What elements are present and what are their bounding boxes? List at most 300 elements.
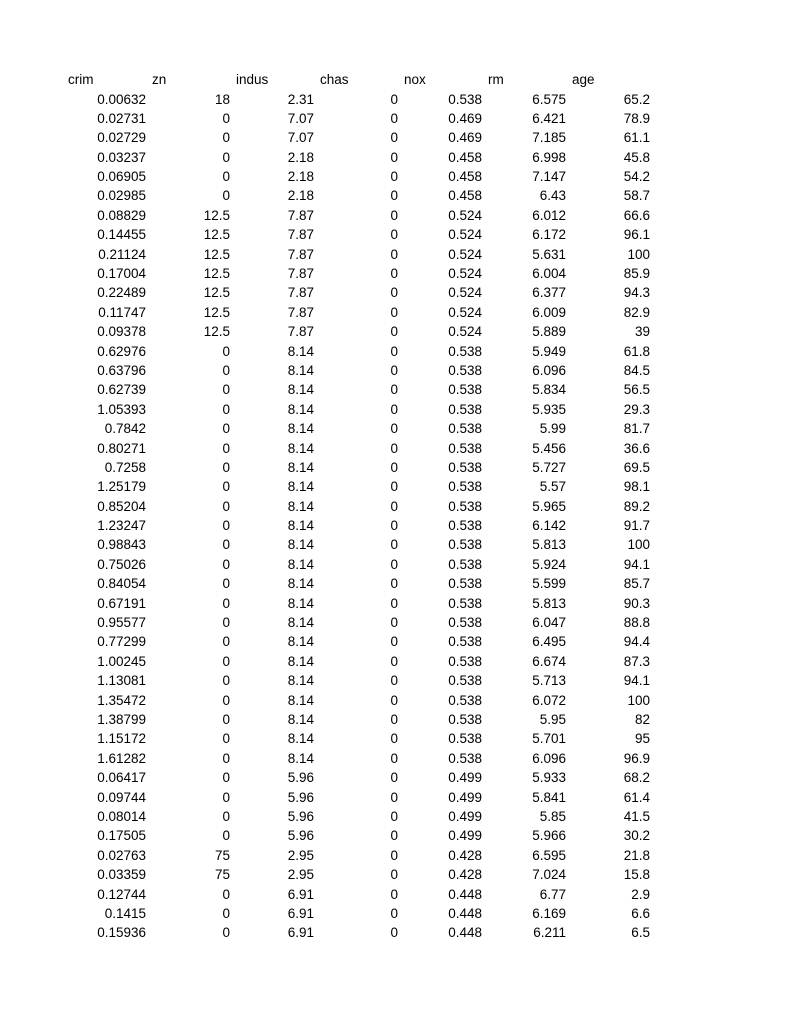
table-cell-nox: 0.524 — [448, 207, 482, 223]
table-cell-indus: 2.31 — [287, 91, 314, 107]
table-cell-rm: 5.99 — [539, 421, 566, 437]
table-cell-age: 6.5 — [631, 925, 650, 941]
table-cell-crim: 0.06417 — [97, 770, 146, 786]
table-cell-rm: 5.85 — [539, 808, 566, 824]
table-cell-indus: 8.14 — [287, 692, 314, 708]
table-cell-chas: 0 — [390, 227, 398, 243]
table-cell-zn: 0 — [222, 362, 230, 378]
table-cell-zn: 0 — [222, 653, 230, 669]
table-cell-indus: 5.96 — [287, 808, 314, 824]
table-row — [68, 439, 728, 458]
table-cell-rm: 5.933 — [532, 770, 566, 786]
table-row — [68, 419, 728, 438]
table-cell-age: 100 — [627, 246, 650, 262]
table-cell-zn: 0 — [222, 712, 230, 727]
table-cell-indus: 8.14 — [287, 479, 314, 495]
table-cell-chas: 0 — [390, 518, 398, 534]
table-cell-rm: 5.456 — [532, 440, 566, 456]
table-cell-age: 61.1 — [623, 130, 650, 146]
table-cell-nox: 0.538 — [448, 673, 482, 689]
table-cell-zn: 0 — [222, 808, 230, 824]
table-cell-indus: 8.14 — [287, 634, 314, 650]
table-cell-nox: 0.538 — [448, 498, 482, 514]
table-cell-crim: 0.17004 — [97, 266, 146, 282]
table-cell-chas: 0 — [390, 285, 398, 301]
table-cell-chas: 0 — [390, 537, 398, 553]
table-row — [68, 109, 728, 128]
table-cell-indus: 8.14 — [287, 750, 314, 766]
table-row — [68, 729, 728, 748]
table-cell-crim: 0.14455 — [97, 227, 146, 243]
table-cell-chas: 0 — [390, 188, 398, 204]
table-cell-age: 91.7 — [623, 518, 650, 534]
table-cell-zn: 0 — [222, 828, 230, 844]
table-cell-crim: 0.12744 — [97, 886, 146, 902]
table-cell-nox: 0.524 — [448, 304, 482, 320]
table-cell-crim: 0.15936 — [97, 925, 146, 941]
table-row — [68, 477, 728, 496]
table-cell-chas: 0 — [390, 712, 398, 727]
table-row — [68, 361, 728, 380]
table-cell-rm: 5.813 — [532, 537, 566, 553]
table-cell-indus: 8.14 — [287, 421, 314, 437]
table-cell-zn: 0 — [222, 479, 230, 495]
table-cell-crim: 0.03237 — [97, 149, 146, 165]
table-cell-age: 85.7 — [623, 576, 650, 592]
table-cell-zn: 75 — [214, 847, 230, 863]
table-cell-rm: 6.004 — [532, 266, 566, 282]
table-cell-age: 98.1 — [623, 479, 650, 495]
table-cell-age: 81.7 — [623, 421, 650, 437]
table-row — [68, 594, 728, 613]
table-cell-indus: 7.87 — [287, 207, 314, 223]
table-cell-chas: 0 — [390, 324, 398, 340]
table-cell-rm: 7.185 — [532, 130, 566, 146]
table-cell-indus: 8.14 — [287, 712, 314, 727]
table-cell-rm: 6.495 — [532, 634, 566, 650]
table-cell-rm: 5.924 — [532, 556, 566, 572]
table-cell-chas: 0 — [390, 770, 398, 786]
table-cell-nox: 0.538 — [448, 750, 482, 766]
table-cell-rm: 6.142 — [532, 518, 566, 534]
table-cell-crim: 0.02985 — [97, 188, 146, 204]
table-cell-rm: 5.57 — [539, 479, 566, 495]
table-row — [68, 846, 728, 865]
table-cell-chas: 0 — [390, 91, 398, 107]
table-cell-age: 78.9 — [623, 110, 650, 126]
table-cell-zn: 0 — [222, 149, 230, 165]
table-cell-age: 65.2 — [623, 91, 650, 107]
table-cell-crim: 0.17505 — [97, 828, 146, 844]
table-cell-crim: 0.7842 — [104, 421, 146, 437]
table-cell-age: 56.5 — [623, 382, 650, 398]
table-cell-chas: 0 — [390, 886, 398, 902]
table-row — [68, 283, 728, 302]
table-cell-rm: 5.701 — [532, 731, 566, 747]
table-cell-nox: 0.538 — [448, 615, 482, 631]
table-cell-zn: 0 — [222, 595, 230, 611]
table-cell-age: 66.6 — [623, 207, 650, 223]
table-cell-age: 29.3 — [623, 401, 650, 417]
table-cell-age: 6.6 — [631, 905, 650, 921]
table-cell-indus: 5.96 — [287, 789, 314, 805]
table-cell-nox: 0.448 — [448, 886, 482, 902]
table-cell-rm: 6.377 — [532, 285, 566, 301]
table-cell-indus: 6.91 — [287, 886, 314, 902]
table-cell-zn: 12.5 — [203, 285, 230, 301]
table-cell-nox: 0.538 — [448, 401, 482, 417]
table-cell-chas: 0 — [390, 382, 398, 398]
table-cell-crim: 0.62976 — [97, 343, 146, 359]
table-cell-age: 87.3 — [623, 653, 650, 669]
table-cell-zn: 0 — [222, 886, 230, 902]
table-cell-nox: 0.458 — [448, 149, 482, 165]
table-cell-nox: 0.428 — [448, 847, 482, 863]
table-cell-age: 2.9 — [631, 886, 650, 902]
table-cell-rm: 6.096 — [532, 362, 566, 378]
table-cell-nox: 0.524 — [448, 266, 482, 282]
table-cell-zn: 18 — [214, 91, 230, 107]
table-cell-chas: 0 — [390, 149, 398, 165]
table-cell-chas: 0 — [390, 401, 398, 417]
table-cell-crim: 0.02729 — [97, 130, 146, 146]
table-row — [68, 303, 728, 322]
table-cell-age: 30.2 — [623, 828, 650, 844]
table-cell-indus: 8.14 — [287, 537, 314, 553]
table-cell-chas: 0 — [390, 847, 398, 863]
table-cell-nox: 0.458 — [448, 188, 482, 204]
table-cell-chas: 0 — [390, 867, 398, 883]
table-cell-zn: 0 — [222, 576, 230, 592]
table-cell-rm: 6.096 — [532, 750, 566, 766]
table-row — [68, 167, 728, 186]
table-row — [68, 186, 728, 205]
table-cell-indus: 8.14 — [287, 440, 314, 456]
table-cell-zn: 0 — [222, 401, 230, 417]
table-cell-age: 100 — [627, 537, 650, 553]
table-cell-indus: 8.14 — [287, 459, 314, 475]
table-cell-chas: 0 — [390, 925, 398, 941]
table-cell-rm: 6.575 — [532, 91, 566, 107]
table-cell-zn: 0 — [222, 498, 230, 514]
table-cell-indus: 7.87 — [287, 246, 314, 262]
table-row — [68, 632, 728, 651]
table-cell-rm: 6.172 — [532, 227, 566, 243]
table-cell-indus: 8.14 — [287, 401, 314, 417]
table-cell-zn: 0 — [222, 615, 230, 631]
table-cell-chas: 0 — [390, 615, 398, 631]
table-cell-nox: 0.538 — [448, 421, 482, 437]
table-cell-nox: 0.448 — [448, 905, 482, 921]
table-cell-crim: 0.98843 — [97, 537, 146, 553]
table-cell-chas: 0 — [390, 440, 398, 456]
table-cell-age: 96.1 — [623, 227, 650, 243]
table-row — [68, 516, 728, 535]
column-header-chas: chas — [320, 72, 349, 87]
table-cell-rm: 5.727 — [532, 459, 566, 475]
table-row — [68, 497, 728, 516]
table-cell-age: 36.6 — [623, 440, 650, 456]
table-cell-nox: 0.538 — [448, 518, 482, 534]
table-cell-age: 61.8 — [623, 343, 650, 359]
table-cell-age: 96.9 — [623, 750, 650, 766]
table-cell-zn: 12.5 — [203, 246, 230, 262]
table-cell-indus: 7.87 — [287, 324, 314, 340]
column-header-age: age — [572, 72, 595, 87]
table-cell-zn: 0 — [222, 731, 230, 747]
table-cell-rm: 6.674 — [532, 653, 566, 669]
table-cell-nox: 0.538 — [448, 479, 482, 495]
table-header-row — [68, 70, 728, 90]
table-cell-nox: 0.499 — [448, 808, 482, 824]
table-row — [68, 613, 728, 632]
table-cell-crim: 0.03359 — [97, 867, 146, 883]
table-cell-crim: 0.00632 — [97, 91, 146, 107]
table-row — [68, 458, 728, 477]
table-cell-age: 68.2 — [623, 770, 650, 786]
table-cell-nox: 0.524 — [448, 324, 482, 340]
table-cell-indus: 5.96 — [287, 828, 314, 844]
table-cell-age: 54.2 — [623, 169, 650, 185]
table-cell-nox: 0.538 — [448, 343, 482, 359]
table-cell-age: 69.5 — [623, 459, 650, 475]
table-cell-zn: 0 — [222, 789, 230, 805]
table-cell-nox: 0.538 — [448, 692, 482, 708]
table-cell-chas: 0 — [390, 556, 398, 572]
table-cell-chas: 0 — [390, 789, 398, 805]
table-cell-chas: 0 — [390, 828, 398, 844]
table-cell-chas: 0 — [390, 905, 398, 921]
table-cell-indus: 7.87 — [287, 285, 314, 301]
table-cell-indus: 2.18 — [287, 188, 314, 204]
table-cell-crim: 0.06905 — [97, 169, 146, 185]
table-cell-age: 88.8 — [623, 615, 650, 631]
table-row — [68, 671, 728, 690]
table-cell-crim: 0.02763 — [97, 847, 146, 863]
table-row — [68, 535, 728, 554]
table-cell-zn: 0 — [222, 343, 230, 359]
table-cell-nox: 0.538 — [448, 440, 482, 456]
table-cell-rm: 6.047 — [532, 615, 566, 631]
table-cell-chas: 0 — [390, 653, 398, 669]
table-cell-zn: 12.5 — [203, 227, 230, 243]
table-cell-indus: 8.14 — [287, 498, 314, 514]
table-cell-crim: 0.85204 — [97, 498, 146, 514]
table-cell-nox: 0.538 — [448, 595, 482, 611]
table-row — [68, 245, 728, 264]
table-cell-chas: 0 — [390, 595, 398, 611]
table-cell-indus: 7.87 — [287, 227, 314, 243]
table-row — [68, 225, 728, 244]
table-cell-age: 61.4 — [623, 789, 650, 805]
table-row — [68, 322, 728, 341]
table-cell-zn: 0 — [222, 518, 230, 534]
table-cell-age: 95 — [634, 731, 650, 747]
table-cell-age: 94.1 — [623, 673, 650, 689]
table-row — [68, 342, 728, 361]
table-cell-crim: 0.1415 — [104, 905, 146, 921]
table-cell-crim: 0.02731 — [97, 110, 146, 126]
table-row — [68, 574, 728, 593]
table-row — [68, 826, 728, 845]
table-cell-crim: 0.84054 — [97, 576, 146, 592]
table-cell-crim: 1.05393 — [97, 401, 146, 417]
table-cell-nox: 0.524 — [448, 285, 482, 301]
table-cell-age: 100 — [627, 692, 650, 708]
table-cell-rm: 7.024 — [532, 867, 566, 883]
table-cell-crim: 0.7258 — [104, 459, 146, 475]
table-cell-zn: 0 — [222, 169, 230, 185]
table-cell-chas: 0 — [390, 692, 398, 708]
table-cell-rm: 5.713 — [532, 673, 566, 689]
table-cell-chas: 0 — [390, 304, 398, 320]
table-cell-rm: 5.631 — [532, 246, 566, 262]
table-row — [68, 885, 728, 904]
table-cell-crim: 0.77299 — [97, 634, 146, 650]
column-header-rm: rm — [488, 72, 504, 87]
table-cell-zn: 0 — [222, 382, 230, 398]
table-cell-zn: 12.5 — [203, 324, 230, 340]
column-header-zn: zn — [152, 72, 167, 87]
table-cell-indus: 7.87 — [287, 266, 314, 282]
table-cell-indus: 8.14 — [287, 673, 314, 689]
table-cell-chas: 0 — [390, 479, 398, 495]
column-header-indus: indus — [236, 72, 269, 87]
table-cell-indus: 2.18 — [287, 149, 314, 165]
table-body — [68, 90, 728, 943]
table-row — [68, 710, 728, 729]
table-cell-age: 41.5 — [623, 808, 650, 824]
table-cell-indus: 8.14 — [287, 382, 314, 398]
table-cell-age: 39 — [634, 324, 650, 340]
table-cell-chas: 0 — [390, 110, 398, 126]
table-cell-nox: 0.538 — [448, 731, 482, 747]
table-cell-rm: 6.169 — [532, 905, 566, 921]
table-cell-nox: 0.538 — [448, 362, 482, 378]
table-cell-rm: 6.43 — [539, 188, 566, 204]
table-cell-zn: 0 — [222, 770, 230, 786]
table-cell-nox: 0.538 — [448, 712, 482, 727]
table-cell-crim: 1.15172 — [97, 731, 146, 747]
table-cell-zn: 0 — [222, 188, 230, 204]
table-cell-indus: 7.07 — [287, 130, 314, 146]
table-cell-zn: 0 — [222, 634, 230, 650]
table-cell-crim: 1.35472 — [97, 692, 146, 708]
table-cell-rm: 6.211 — [533, 925, 566, 941]
table-cell-chas: 0 — [390, 576, 398, 592]
table-cell-chas: 0 — [390, 207, 398, 223]
table-cell-indus: 6.91 — [287, 905, 314, 921]
table-cell-crim: 0.95577 — [97, 615, 146, 631]
table-cell-rm: 6.595 — [532, 847, 566, 863]
table-cell-nox: 0.538 — [448, 382, 482, 398]
table-cell-age: 58.7 — [623, 188, 650, 204]
table-cell-zn: 0 — [222, 750, 230, 766]
table-row — [68, 788, 728, 807]
table-cell-chas: 0 — [390, 130, 398, 146]
table-cell-crim: 0.21124 — [98, 246, 146, 262]
table-cell-age: 15.8 — [623, 867, 650, 883]
table-cell-crim: 1.13081 — [97, 673, 146, 689]
table-cell-nox: 0.469 — [448, 110, 482, 126]
table-cell-zn: 0 — [222, 110, 230, 126]
table-cell-nox: 0.538 — [448, 653, 482, 669]
table-cell-indus: 8.14 — [287, 595, 314, 611]
table-cell-age: 89.2 — [623, 498, 650, 514]
table-cell-age: 45.8 — [623, 149, 650, 165]
table-cell-chas: 0 — [390, 498, 398, 514]
table-cell-chas: 0 — [390, 266, 398, 282]
table-cell-indus: 8.14 — [287, 576, 314, 592]
table-row — [68, 768, 728, 787]
table-cell-indus: 2.18 — [287, 169, 314, 185]
table-cell-nox: 0.499 — [448, 789, 482, 805]
table-cell-indus: 7.87 — [287, 304, 314, 320]
table-row — [68, 904, 728, 923]
table-cell-crim: 0.75026 — [97, 556, 146, 572]
table-cell-nox: 0.428 — [448, 867, 482, 883]
table-row — [68, 148, 728, 167]
table-cell-rm: 6.012 — [532, 207, 566, 223]
table-cell-rm: 5.889 — [532, 324, 566, 340]
table-cell-rm: 6.072 — [532, 692, 566, 708]
table-cell-crim: 0.67191 — [97, 595, 146, 611]
table-row — [68, 555, 728, 574]
table-cell-age: 82.9 — [623, 304, 650, 320]
table-cell-rm: 5.841 — [532, 789, 566, 805]
table-cell-indus: 6.91 — [287, 925, 314, 941]
table-row — [68, 652, 728, 671]
table-cell-age: 94.1 — [623, 556, 650, 572]
table-cell-nox: 0.499 — [448, 828, 482, 844]
table-cell-crim: 1.61282 — [97, 750, 146, 766]
table-cell-zn: 0 — [222, 459, 230, 475]
table-row — [68, 923, 728, 942]
table-cell-indus: 2.95 — [287, 867, 314, 883]
table-cell-indus: 5.96 — [287, 770, 314, 786]
table-cell-crim: 1.38799 — [97, 712, 146, 727]
table-cell-indus: 8.14 — [287, 556, 314, 572]
column-header-crim: crim — [68, 72, 94, 87]
table-cell-crim: 0.11747 — [98, 304, 146, 320]
table-cell-chas: 0 — [390, 343, 398, 359]
table-cell-indus: 2.95 — [287, 847, 314, 863]
table-cell-indus: 8.14 — [287, 731, 314, 747]
table-cell-rm: 7.147 — [532, 169, 566, 185]
table-cell-crim: 0.80271 — [97, 440, 146, 456]
table-cell-rm: 5.813 — [532, 595, 566, 611]
column-header-nox: nox — [404, 72, 426, 87]
table-cell-rm: 5.949 — [532, 343, 566, 359]
table-cell-indus: 8.14 — [287, 518, 314, 534]
table-cell-indus: 7.07 — [287, 110, 314, 126]
table-cell-chas: 0 — [390, 246, 398, 262]
table-cell-nox: 0.524 — [448, 227, 482, 243]
table-row — [68, 380, 728, 399]
table-cell-zn: 0 — [222, 440, 230, 456]
table-cell-zn: 12.5 — [203, 266, 230, 282]
table-cell-chas: 0 — [390, 459, 398, 475]
table-cell-crim: 0.63796 — [97, 362, 146, 378]
table-cell-crim: 0.62739 — [97, 382, 146, 398]
table-cell-rm: 5.95 — [539, 712, 566, 727]
table-row — [68, 264, 728, 283]
table-cell-chas: 0 — [390, 750, 398, 766]
table-cell-indus: 8.14 — [287, 653, 314, 669]
table-row — [68, 749, 728, 768]
table-cell-chas: 0 — [390, 634, 398, 650]
table-cell-chas: 0 — [390, 362, 398, 378]
